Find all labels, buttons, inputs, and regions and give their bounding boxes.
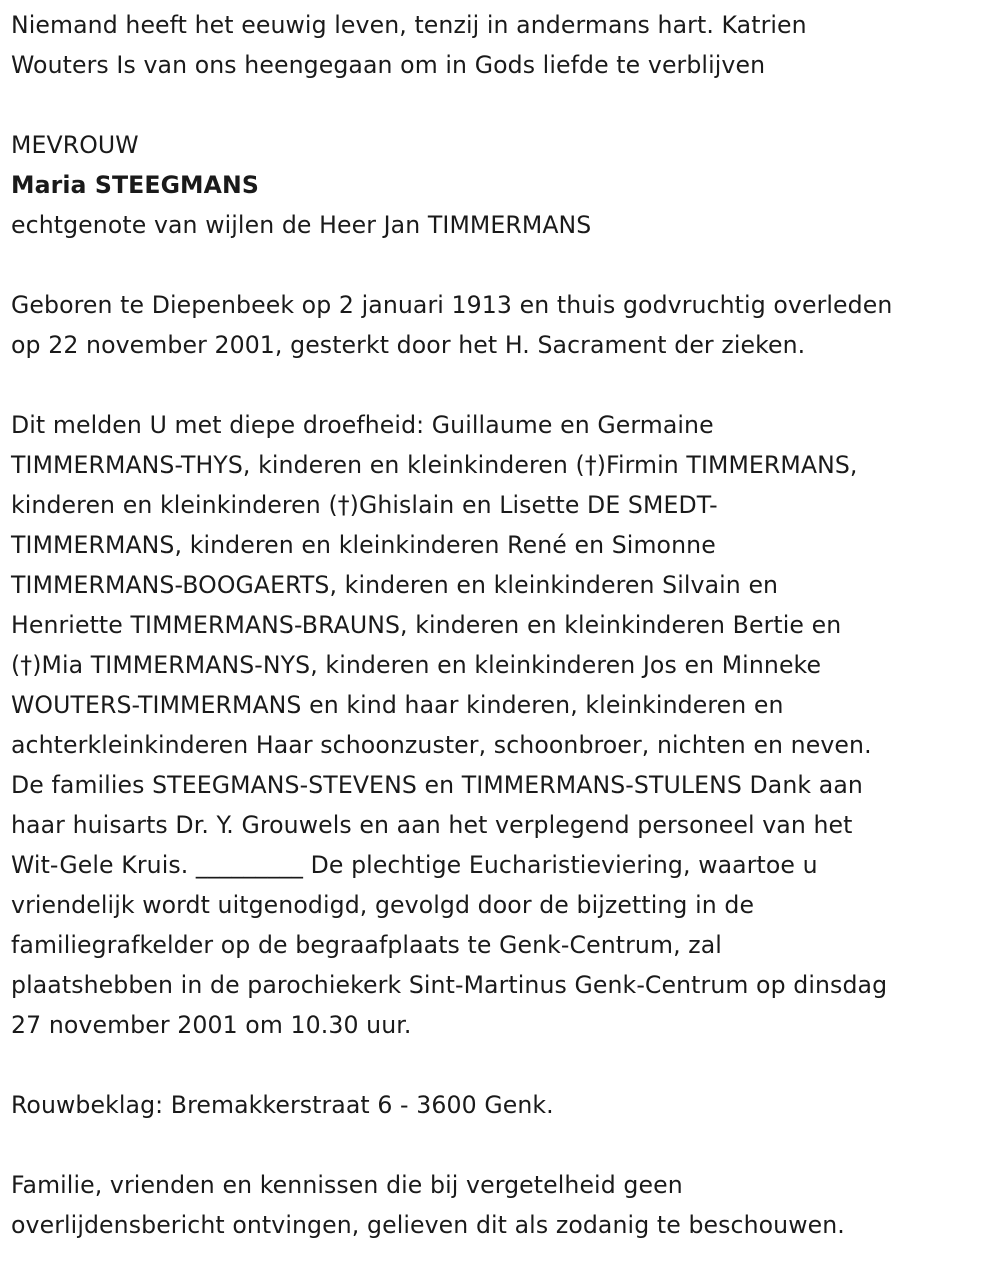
paragraph-gap (11, 245, 1000, 285)
announcement-line: Henriette TIMMERMANS-BRAUNS, kinderen en kleinkinderen Bertie en (11, 611, 842, 639)
intro-paragraph (11, 5, 1000, 85)
intro-line: Niemand heeft het eeuwig leven, tenzij in andermans hart. Katrien (11, 11, 807, 39)
announcement-line: WOUTERS-TIMMERMANS en kind haar kinderen, kleinkinderen en (11, 691, 784, 719)
birth-death-line: op 22 november 2001, gesterkt door het H. Sacrament der zieken. (11, 331, 806, 359)
birth-death-paragraph (11, 285, 1000, 365)
announcement-paragraph (11, 405, 1000, 1045)
announcement-line: 27 november 2001 om 10.30 uur. (11, 1011, 412, 1039)
announcement-line: Dit melden U met diepe droefheid: Guillaume en Germaine (11, 411, 714, 439)
closing-line: Familie, vrienden en kennissen die bij vergetelheid geen (11, 1171, 683, 1199)
announcement-line: TIMMERMANS-BOOGAERTS, kinderen en kleinkinderen Silvain en (11, 571, 779, 599)
closing-paragraph (11, 1165, 1000, 1245)
paragraph-gap (11, 85, 1000, 125)
honorific: MEVROUW (11, 131, 139, 159)
announcement-line: familiegrafkelder op de begraafplaats te Genk-Centrum, zal (11, 931, 722, 959)
spouse-line: echtgenote van wijlen de Heer Jan TIMMERMANS (11, 211, 592, 239)
announcement-line: Wit-Gele Kruis. _________ De plechtige Eucharistieviering, waartoe u (11, 851, 818, 879)
announcement-line: haar huisarts Dr. Y. Grouwels en aan het verplegend personeel van het (11, 811, 853, 839)
announcement-line: vriendelijk wordt uitgenodigd, gevolgd door de bijzetting in de (11, 891, 755, 919)
announcement-line: TIMMERMANS-THYS, kinderen en kleinkinderen (†)Firmin TIMMERMANS, (11, 451, 858, 479)
announcement-line: kinderen en kleinkinderen (†)Ghislain en Lisette DE SMEDT- (11, 491, 718, 519)
intro-line: Wouters Is van ons heengegaan om in Gods liefde te verblijven (11, 51, 766, 79)
closing-line: overlijdensbericht ontvingen, gelieven dit als zodanig te beschouwen. (11, 1211, 845, 1239)
announcement-line: TIMMERMANS, kinderen en kleinkinderen René en Simonne (11, 531, 716, 559)
announcement-line: achterkleinkinderen Haar schoonzuster, schoonbroer, nichten en neven. (11, 731, 872, 759)
paragraph-gap (11, 1125, 1000, 1165)
deceased-name: Maria STEEGMANS (11, 171, 259, 199)
announcement-line: (†)Mia TIMMERMANS-NYS, kinderen en kleinkinderen Jos en Minneke (11, 651, 822, 679)
announcement-line: De families STEEGMANS-STEVENS en TIMMERMANS-STULENS Dank aan (11, 771, 863, 799)
birth-death-line: Geboren te Diepenbeek op 2 januari 1913 en thuis godvruchtig overleden (11, 291, 893, 319)
paragraph-gap (11, 1045, 1000, 1085)
condolences-address: Rouwbeklag: Bremakkerstraat 6 - 3600 Genk. (11, 1091, 554, 1119)
announcement-line: plaatshebben in de parochiekerk Sint-Martinus Genk-Centrum op dinsdag (11, 971, 888, 999)
paragraph-gap (11, 365, 1000, 405)
